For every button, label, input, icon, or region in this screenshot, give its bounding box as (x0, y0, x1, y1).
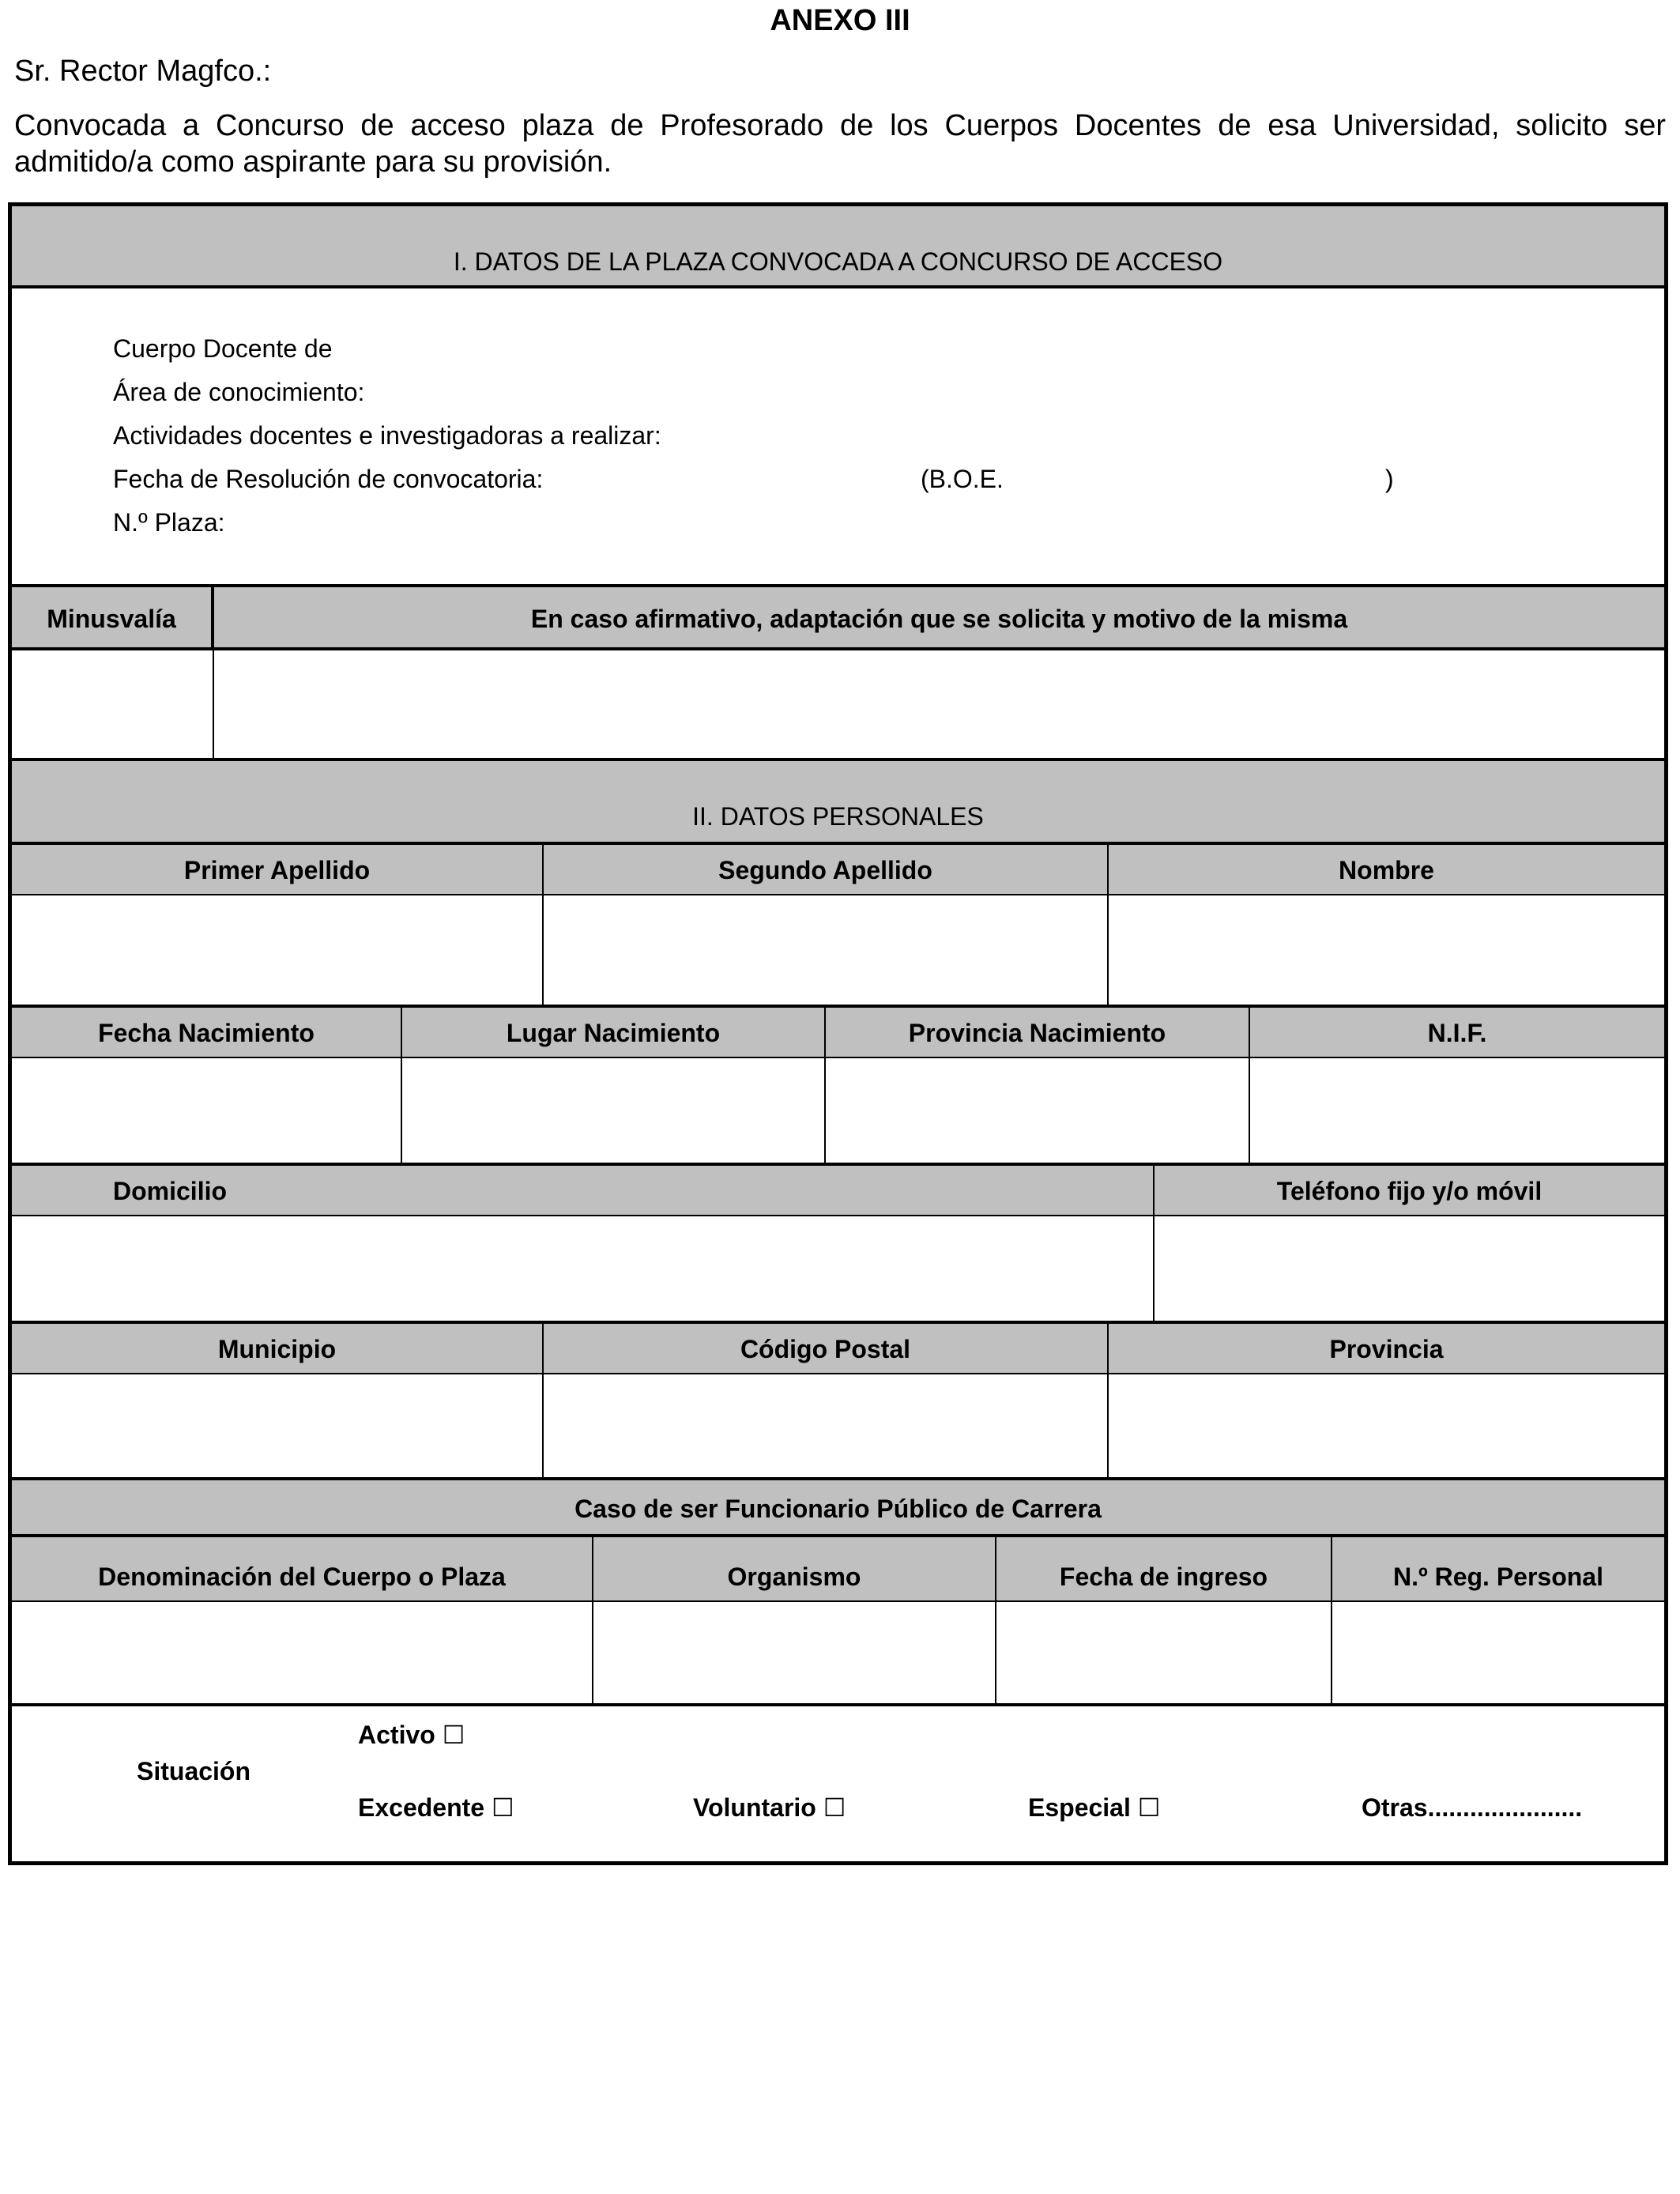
municipio-header (12, 1324, 544, 1374)
telefono-field[interactable] (1155, 1216, 1664, 1324)
intro-line-2: admitido/a como aspirante para su provisión. (14, 145, 612, 179)
domicilio-header (12, 1166, 1155, 1216)
document-title: ANEXO III (770, 4, 910, 37)
adaptacion-label: En caso afirmativo, adaptación que se solicita y motivo de la misma (530, 605, 1348, 633)
municipio-field[interactable] (12, 1374, 544, 1480)
section2-heading: II. DATOS PERSONALES (692, 802, 984, 831)
codigo-postal-field[interactable] (544, 1374, 1109, 1480)
codigo-postal-header (544, 1324, 1109, 1374)
provincia-nacimiento-header (826, 1008, 1250, 1058)
denominacion-header (12, 1537, 593, 1602)
boe-close-label: ) (1385, 465, 1394, 493)
adaptacion-header (214, 584, 1664, 650)
nombre-label: Nombre (1339, 856, 1434, 884)
boe-open-label: (B.O.E. (921, 465, 1004, 493)
nombre-header (1109, 845, 1664, 895)
lugar-nacimiento-field[interactable] (402, 1058, 826, 1166)
organismo-field[interactable] (593, 1602, 996, 1706)
telefono-label: Teléfono fijo y/o móvil (1276, 1177, 1543, 1205)
fecha-nacimiento-field[interactable] (12, 1058, 402, 1166)
numero-plaza-label: N.º Plaza: (113, 508, 225, 537)
nombre-field[interactable] (1109, 895, 1664, 1008)
primer-apellido-label: Primer Apellido (183, 856, 371, 884)
situacion-section (12, 1706, 1664, 1861)
denominacion-field[interactable] (12, 1602, 593, 1706)
voluntario-checkbox[interactable]: Voluntario ☐ (693, 1793, 846, 1822)
organismo-header (593, 1537, 996, 1602)
section1-heading: I. DATOS DE LA PLAZA CONVOCADA A CONCURSO DE ACCESO (453, 247, 1223, 276)
nif-header (1250, 1008, 1664, 1058)
adaptacion-field[interactable] (214, 650, 1664, 761)
segundo-apellido-header (544, 845, 1109, 895)
lugar-nacimiento-label: Lugar Nacimiento (506, 1019, 721, 1047)
primer-apellido-field[interactable] (12, 895, 544, 1008)
intro-line-1: Convocada a Concurso de acceso plaza de Profesorado de los Cuerpos Docentes de esa Universidad, solicito ser (14, 109, 1666, 142)
situacion-label: Situación (137, 1757, 251, 1785)
fecha-resolucion-label: Fecha de Resolución de convocatoria: (113, 465, 544, 493)
municipio-label: Municipio (217, 1335, 337, 1363)
funcionario-heading: Caso de ser Funcionario Público de Carrera (574, 1495, 1102, 1523)
nif-field[interactable] (1250, 1058, 1664, 1166)
registro-personal-header (1332, 1537, 1664, 1602)
fecha-ingreso-label: Fecha de ingreso (1059, 1563, 1268, 1591)
minusvalia-header (12, 584, 214, 650)
domicilio-field[interactable] (12, 1216, 1155, 1324)
minusvalia-field[interactable] (12, 650, 214, 761)
provincia-header (1109, 1324, 1664, 1374)
codigo-postal-label: Código Postal (740, 1335, 911, 1363)
telefono-header (1155, 1166, 1664, 1216)
registro-personal-label: N.º Reg. Personal (1393, 1563, 1603, 1591)
fecha-ingreso-header (996, 1537, 1332, 1602)
otras-field[interactable]: Otras...................... (1362, 1793, 1583, 1822)
primer-apellido-header (12, 845, 544, 895)
activo-checkbox[interactable]: Activo ☐ (358, 1721, 465, 1749)
provincia-field[interactable] (1109, 1374, 1664, 1480)
application-form (8, 202, 1668, 1865)
denominacion-label: Denominación del Cuerpo o Plaza (98, 1563, 506, 1591)
fecha-ingreso-field[interactable] (996, 1602, 1332, 1706)
nif-label: N.I.F. (1427, 1019, 1487, 1047)
registro-personal-field[interactable] (1332, 1602, 1664, 1706)
provincia-nacimiento-field[interactable] (826, 1058, 1250, 1166)
funcionario-header (12, 1480, 1664, 1537)
section2-header (12, 761, 1664, 845)
cuerpo-docente-label: Cuerpo Docente de (113, 334, 333, 363)
organismo-label: Organismo (727, 1563, 861, 1591)
minusvalia-label: Minusvalía (47, 605, 176, 633)
area-conocimiento-label: Área de conocimiento: (113, 378, 365, 406)
lugar-nacimiento-header (402, 1008, 826, 1058)
domicilio-label: Domicilio (113, 1177, 228, 1205)
especial-checkbox[interactable]: Especial ☐ (1028, 1793, 1161, 1822)
section1-header (12, 206, 1664, 288)
excedente-checkbox[interactable]: Excedente ☐ (358, 1793, 514, 1822)
provincia-label: Provincia (1329, 1335, 1444, 1363)
segundo-apellido-label: Segundo Apellido (718, 856, 932, 884)
fecha-nacimiento-header (12, 1008, 402, 1058)
salutation: Sr. Rector Magfco.: (14, 55, 272, 88)
provincia-nacimiento-label: Provincia Nacimiento (908, 1019, 1166, 1047)
fecha-nacimiento-label: Fecha Nacimiento (98, 1019, 315, 1047)
section1-body (12, 288, 1664, 586)
segundo-apellido-field[interactable] (544, 895, 1109, 1008)
actividades-label: Actividades docentes e investigadoras a realizar: (113, 421, 661, 450)
